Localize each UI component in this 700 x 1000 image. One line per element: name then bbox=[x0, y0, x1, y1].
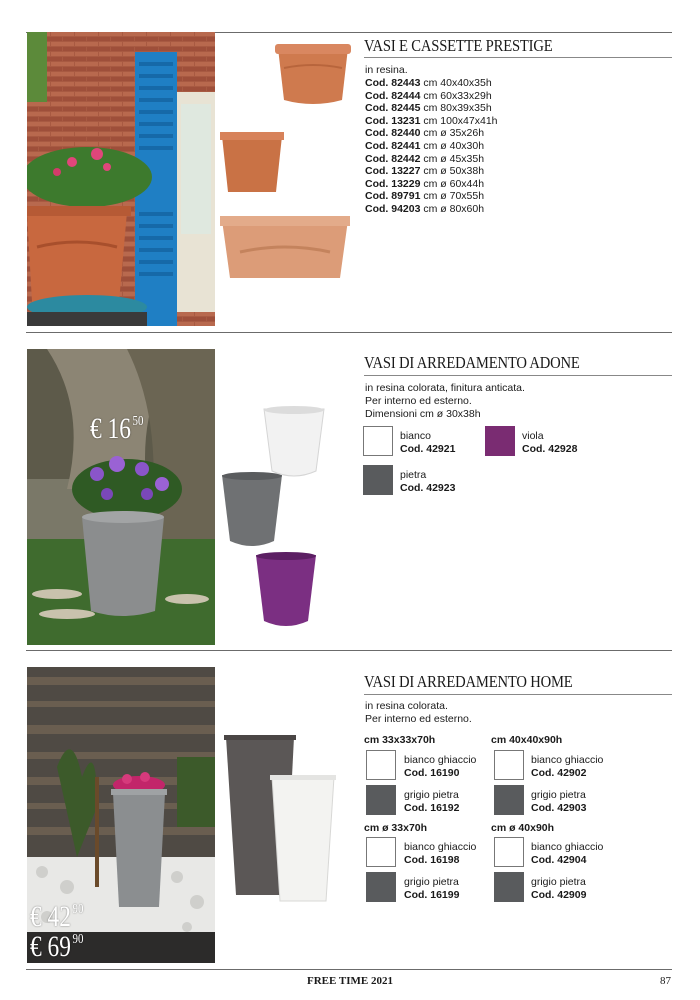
code-row: Cod. 13229 cm ø 60x44h bbox=[365, 177, 485, 190]
adone-intro-3: Dimensioni cm ø 30x38h bbox=[365, 408, 481, 420]
adone-products bbox=[220, 405, 330, 630]
size-heading: cm 33x33x70h bbox=[364, 734, 436, 746]
color-swatch-bianco-ghiaccio bbox=[366, 837, 396, 867]
home-intro-2: Per interno ed esterno. bbox=[365, 713, 472, 725]
prestige-title-underline bbox=[364, 57, 672, 58]
color-name: bianco ghiaccio bbox=[404, 841, 477, 853]
adone-price: € 16 $^{50}$ bbox=[90, 412, 144, 445]
color-code: Cod. 16199 bbox=[404, 889, 460, 901]
prestige-photo bbox=[27, 32, 215, 326]
color-name: viola bbox=[522, 430, 544, 442]
prestige-title: VASI E CASSETTE PRESTIGE bbox=[364, 36, 553, 55]
adone-intro-1: in resina colorata, finitura anticata. bbox=[365, 382, 525, 394]
home-price-1: € 42 $^{90}$ bbox=[30, 900, 84, 933]
adone-vases-illustration bbox=[220, 405, 330, 630]
color-swatch-bianco-ghiaccio bbox=[494, 837, 524, 867]
code-row: Cod. 94203 cm ø 80x60h bbox=[365, 202, 485, 215]
prestige-products bbox=[220, 40, 355, 290]
adone-title: VASI DI ARREDAMENTO ADONE bbox=[364, 353, 580, 372]
color-name: bianco ghiaccio bbox=[404, 754, 477, 766]
color-swatch-grigio-pietra bbox=[494, 872, 524, 902]
color-swatch-grigio-pietra bbox=[494, 785, 524, 815]
color-swatch-bianco-ghiaccio bbox=[494, 750, 524, 780]
code-row: Cod. 82442 cm ø 45x35h bbox=[365, 152, 485, 165]
code-row: Cod. 82443 cm 40x40x35h bbox=[365, 77, 492, 89]
color-name: bianco ghiaccio bbox=[531, 754, 604, 766]
color-name: grigio pietra bbox=[404, 876, 459, 888]
color-code: Cod. 42904 bbox=[531, 854, 587, 866]
home-title: VASI DI ARREDAMENTO HOME bbox=[364, 672, 573, 691]
code-row: Cod. 13227 cm ø 50x38h bbox=[365, 165, 485, 178]
prestige-intro: in resina. bbox=[365, 64, 408, 76]
color-swatch-bianco bbox=[363, 426, 393, 456]
color-name: grigio pietra bbox=[404, 789, 459, 801]
color-swatch-grigio-pietra bbox=[366, 872, 396, 902]
code-row: Cod. 82445 cm 80x39x35h bbox=[365, 102, 492, 115]
code-row: Cod. 82444 cm 60x33x29h bbox=[365, 89, 492, 102]
color-code: Cod. 42923 bbox=[400, 482, 456, 494]
terracotta-pots-illustration bbox=[220, 40, 355, 290]
color-swatch-bianco-ghiaccio bbox=[366, 750, 396, 780]
adone-intro-2: Per interno ed esterno. bbox=[365, 395, 472, 407]
home-price-2: € 69 $^{90}$ bbox=[30, 930, 84, 963]
terracotta-garden-illustration bbox=[27, 32, 215, 326]
color-code: Cod. 42903 bbox=[531, 802, 587, 814]
page-number: 87 bbox=[660, 975, 671, 987]
home-vases-illustration bbox=[222, 735, 340, 905]
home-products bbox=[222, 735, 340, 905]
footer-title: FREE TIME 2021 bbox=[307, 975, 393, 987]
prestige-code-list bbox=[365, 77, 498, 216]
color-code: Cod. 16190 bbox=[404, 767, 460, 779]
color-name: pietra bbox=[400, 469, 427, 481]
color-swatch-viola bbox=[485, 426, 515, 456]
footer-divider bbox=[26, 969, 672, 970]
size-heading: cm ø 40x90h bbox=[491, 822, 555, 834]
color-swatch-pietra bbox=[363, 465, 393, 495]
color-name: bianco bbox=[400, 430, 431, 442]
code-row: Cod. 82440 cm ø 35x26h bbox=[365, 127, 485, 140]
garden-pot-illustration bbox=[27, 349, 215, 645]
color-code: Cod. 42909 bbox=[531, 889, 587, 901]
color-swatch-grigio-pietra bbox=[366, 785, 396, 815]
code-row: Cod. 82441 cm ø 40x30h bbox=[365, 139, 485, 152]
color-code: Cod. 16198 bbox=[404, 854, 460, 866]
color-name: grigio pietra bbox=[531, 876, 586, 888]
code-row: Cod. 13231 cm 100x47x41h bbox=[365, 114, 498, 127]
color-name: grigio pietra bbox=[531, 789, 586, 801]
color-code: Cod. 42928 bbox=[522, 443, 578, 455]
section-divider bbox=[26, 650, 672, 651]
adone-title-underline bbox=[364, 375, 672, 376]
code-row: Cod. 89791 cm ø 70x55h bbox=[365, 190, 485, 203]
size-heading: cm 40x40x90h bbox=[491, 734, 563, 746]
color-name: bianco ghiaccio bbox=[531, 841, 604, 853]
section-divider bbox=[26, 332, 672, 333]
size-heading: cm ø 33x70h bbox=[364, 822, 428, 834]
home-title-underline bbox=[364, 694, 672, 695]
color-code: Cod. 16192 bbox=[404, 802, 460, 814]
color-code: Cod. 42902 bbox=[531, 767, 587, 779]
home-intro-1: in resina colorata. bbox=[365, 700, 448, 712]
adone-photo bbox=[27, 349, 215, 645]
color-code: Cod. 42921 bbox=[400, 443, 456, 455]
